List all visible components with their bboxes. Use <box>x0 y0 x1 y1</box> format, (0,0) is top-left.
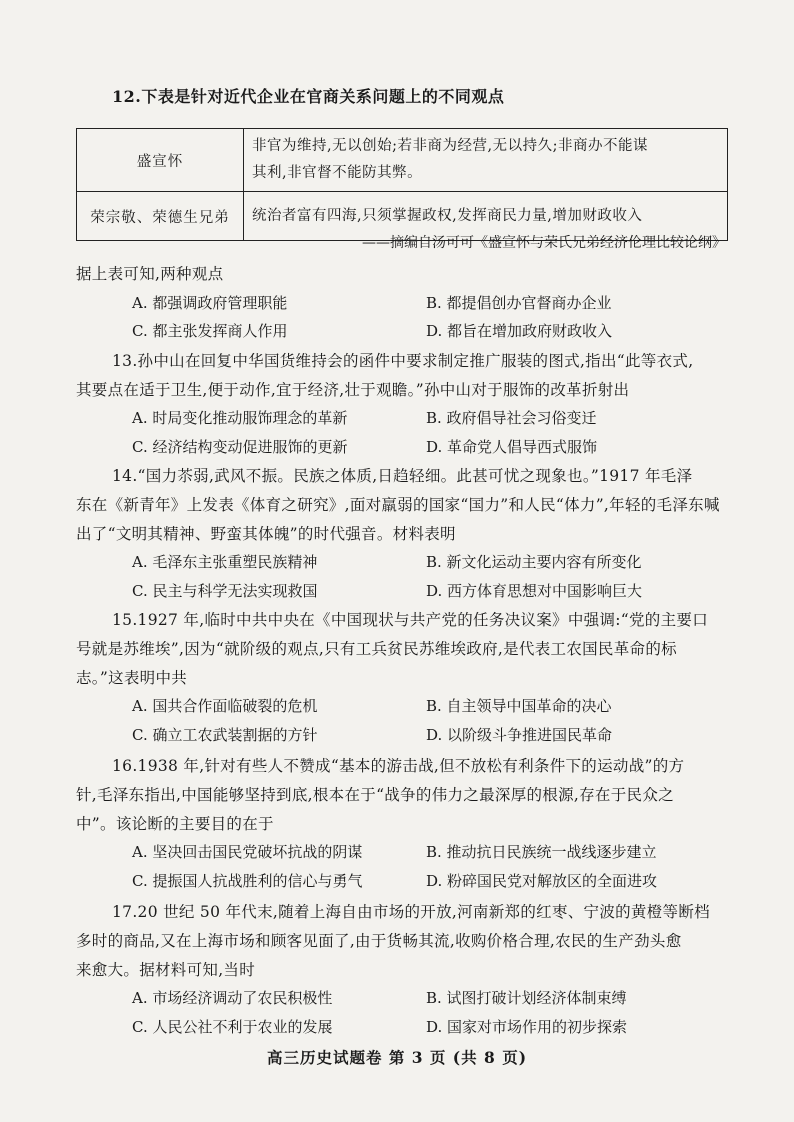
table-cell-name: 盛宣怀 <box>77 129 244 192</box>
question-15-line: 号就是苏维埃”,因为“就阶级的观点,只有工兵贫民苏维埃政府,是代表工农国民革命的标 <box>76 640 677 658</box>
question-17-line: 17.20 世纪 50 年代末,随着上海自由市场的开放,河南新郑的红枣、宁波的黄橙等断档 <box>112 903 710 921</box>
table-row <box>77 129 728 192</box>
option-d: D. 粉碎国民党对解放区的全面进攻 <box>426 872 658 890</box>
view-line: 其利,非官督不能防其弊。 <box>252 165 423 181</box>
option-c: C. 都主张发挥商人作用 <box>132 322 288 340</box>
option-b: B. 新文化运动主要内容有所变化 <box>426 553 642 571</box>
option-b: B. 政府倡导社会习俗变迁 <box>426 409 597 427</box>
question-15-line: 15.1927 年,临时中共中央在《中国现状与共产党的任务决议案》中强调:“党的主要口 <box>112 611 708 629</box>
option-d: D. 国家对市场作用的初步探索 <box>426 1018 628 1036</box>
question-16-line: 中”。该论断的主要目的在于 <box>76 815 274 833</box>
option-a: A. 时局变化推动服饰理念的革新 <box>132 409 348 427</box>
option-a: A. 坚决回击国民党破坏抗战的阴谋 <box>132 843 363 861</box>
question-17-line: 多时的商品,又在上海市场和顾客见面了,由于货畅其流,收购价格合理,农民的生产劲头愈 <box>76 932 682 950</box>
question-stem: 据上表可知,两种观点 <box>76 265 224 283</box>
question-14-line: 东在《新青年》上发表《体育之研究》,面对羸弱的国家“国力”和人民“体力”,年轻的毛泽东喊 <box>76 496 720 514</box>
option-b: B. 推动抗日民族统一战线逐步建立 <box>426 843 657 861</box>
question-14-line: 出了“文明其精神、野蛮其体魄”的时代强音。材料表明 <box>76 525 456 543</box>
option-a: A. 毛泽东主张重塑民族精神 <box>132 553 318 571</box>
question-15-line: 志。”这表明中共 <box>76 669 188 687</box>
table-cell-name: 荣宗敬、荣德生兄弟 <box>77 192 244 241</box>
option-d: D. 以阶级斗争推进国民革命 <box>426 726 613 744</box>
option-c: C. 确立工农武装割据的方针 <box>132 726 318 744</box>
option-c: C. 民主与科学无法实现救国 <box>132 582 318 600</box>
viewpoints-table <box>76 128 728 241</box>
question-16-line: 16.1938 年,针对有些人不赞成“基本的游击战,但不放松有利条件下的运动战”的方 <box>112 757 685 775</box>
source-citation: ——摘编自汤可可《盛宣怀与荣氏兄弟经济伦理比较论纲》 <box>362 235 726 251</box>
question-13-line: 其要点在适于卫生,便于动作,宜于经济,壮于观瞻。”孙中山对于服饰的改革折射出 <box>76 381 630 399</box>
view-line: 非官为维持,无以创始;若非商为经营,无以持久;非商办不能谋 <box>252 138 648 154</box>
question-16-line: 针,毛泽东指出,中国能够坚持到底,根本在于“战争的伟力之最深厚的根源,存在于民众之 <box>76 786 674 804</box>
table-cell-view <box>244 129 728 192</box>
option-d: D. 西方体育思想对中国影响巨大 <box>426 582 643 600</box>
question-14-line: 14.“国力苶弱,武风不振。民族之体质,日趋轻细。此甚可忧之现象也。”1917 年毛泽 <box>112 467 693 485</box>
page-footer: 高三历史试题卷 第 3 页 (共 8 页) <box>266 1048 528 1067</box>
option-d: D. 都旨在增加政府财政收入 <box>426 322 613 340</box>
question-13-line: 13.孙中山在回复中华国货维持会的函件中要求制定推广服装的图式,指出“此等衣式, <box>112 352 694 370</box>
question-17-line: 来愈大。据材料可知,当时 <box>76 961 256 979</box>
option-c: C. 经济结构变动促进服饰的更新 <box>132 438 348 456</box>
option-c: C. 提振国人抗战胜利的信心与勇气 <box>132 872 363 890</box>
question-12-title: 12.下表是针对近代企业在官商关系问题上的不同观点 <box>112 87 505 106</box>
option-a: A. 国共合作面临破裂的危机 <box>132 697 318 715</box>
view-line: 统治者富有四海,只须掌握政权,发挥商民力量,增加财政收入 <box>252 207 643 224</box>
option-a: A. 市场经济调动了农民积极性 <box>132 989 333 1007</box>
option-b: B. 自主领导中国革命的决心 <box>426 697 612 715</box>
option-c: C. 人民公社不利于农业的发展 <box>132 1018 333 1036</box>
option-b: B. 试图打破计划经济体制束缚 <box>426 989 627 1007</box>
option-b: B. 都提倡创办官督商办企业 <box>426 294 612 312</box>
option-a: A. 都强调政府管理职能 <box>132 294 288 312</box>
option-d: D. 革命党人倡导西式服饰 <box>426 438 598 456</box>
